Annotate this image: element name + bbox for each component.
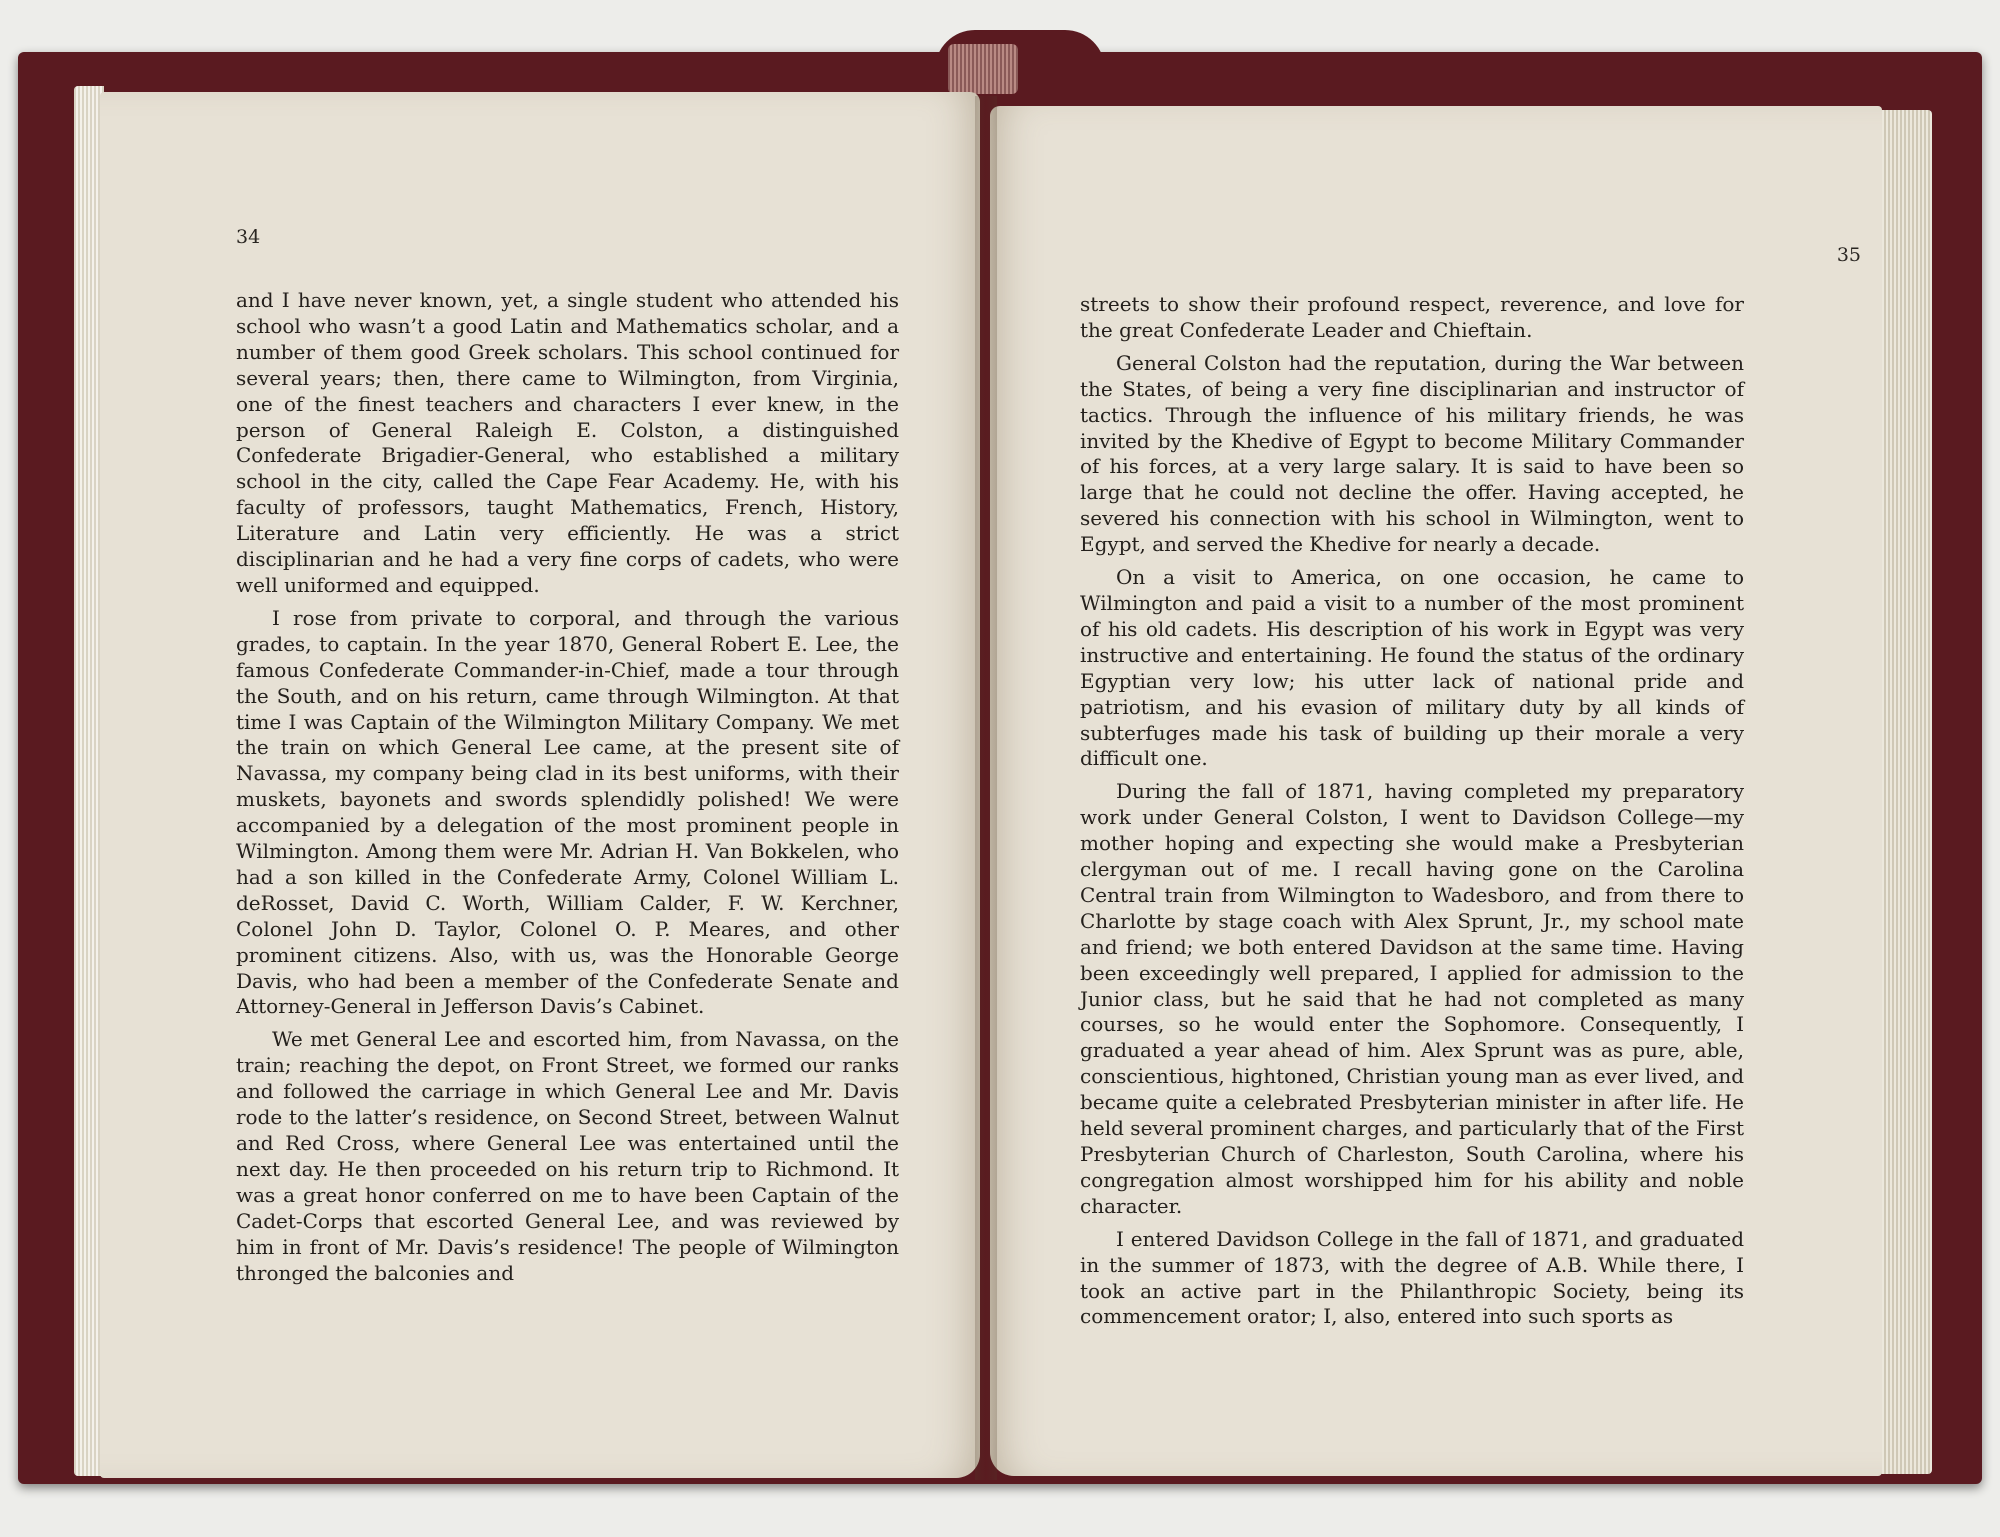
book-gutter — [975, 96, 997, 1480]
page-number-right: 35 — [1836, 244, 1861, 266]
paragraph: General Colston had the reputation, during the War between the States, of being a very fine disciplinarian and instructor of tactics. Through the influence of his military friends, he was invited by the Khedive of Egypt to become Military Commander of his forces, at a very large salary. It is said to have been so large that he could not decline the offer. Having accepted, he severed his connection with his school in Wilmington, went to Egypt, and served the Khedive for nearly a decade. — [1080, 350, 1744, 557]
right-page-edges — [1880, 110, 1932, 1474]
left-page — [100, 92, 980, 1478]
paragraph: We met General Lee and escorted him, from Navassa, on the train; reaching the depot, on Front Street, we formed our ranks and followed the carriage in which General Lee and Mr. Davis rode to the latter’s residence, on Second Street, between Walnut and Red Cross, where General Lee was entertained until the next day. He then proceeded on his return trip to Richmond. It was a great honor conferred on me to have been Captain of the Cadet-Corps that escorted General Lee, and was reviewed by him in front of Mr. Davis’s residence! The people of Wilmington thronged the balconies and — [236, 1027, 899, 1285]
headband — [948, 44, 1018, 94]
paragraph: On a visit to America, on one occasion, he came to Wilmington and paid a visit to a number of the most prominent of his old cadets. His description of his work in Egypt was very instructive and entertaining. He found the status of the ordinary Egyptian very low; his utter lack of national pride and patriotism, and his evasion of military duty by all kinds of subterfuges made his task of building up their morale a very difficult one. — [1080, 565, 1744, 771]
right-page-text — [1080, 292, 1744, 1337]
right-page — [990, 106, 1882, 1476]
paragraph: and I have never known, yet, a single student who attended his school who wasn’t a good Latin and Mathematics scholar, and a number of them good Greek scholars. This school continued for several years; then, there came to Wilmington, from Virginia, one of the finest teachers and characters I ever knew, in the person of General Raleigh E. Colston, a distinguished Confederate Brigadier-General, who established a military school in the city, called the Cape Fear Academy. He, with his faculty of professors, taught Mathematics, French, History, Literature and Latin very efficiently. He was a strict disciplinarian and he had a very fine corps of cadets, who were well uniformed and equipped. — [236, 288, 899, 597]
paragraph: I entered Davidson College in the fall of 1871, and graduated in the summer of 1873, with the degree of A.B. While there, I took an active part in the Philanthropic Society, being its commencement orator; I, also, entered into such sports as — [1080, 1226, 1744, 1329]
paragraph: During the fall of 1871, having completed my preparatory work under General Colston, I went to Davidson College—my mother hoping and expecting she would make a Presbyterian clergyman out of me. I recall having gone on the Carolina Central train from Wilmington to Wadesboro, and from there to Charlotte by stage coach with Alex Sprunt, Jr., my school mate and friend; we both entered Davidson at the same time. Having been exceedingly well prepared, I applied for admission to the Junior class, but he said that he had not completed as many courses, so he would enter the Sophomore. Consequently, I graduated a year ahead of him. Alex Sprunt was as pure, able, conscientious, hightoned, Christian young man as ever lived, and became quite a celebrated Presbyterian minister in after life. He held several prominent charges, and particularly that of the First Presbyterian Church of Charleston, South Carolina, where his congregation almost worshipped him for his ability and noble character. — [1080, 779, 1744, 1218]
left-page-text — [236, 288, 899, 1293]
paragraph: I rose from private to corporal, and through the various grades, to captain. In the year 1870, General Robert E. Lee, the famous Confederate Commander-in-Chief, made a tour through the South, and on his return, came through Wilmington. At that time I was Captain of the Wilmington Military Company. We met the train on which General Lee came, at the present site of Navassa, my company being clad in its best uniforms, with their muskets, bayonets and swords splendidly polished! We were accompanied by a delegation of the most prominent people in Wilmington. Among them were Mr. Adrian H. Van Bokkelen, who had a son killed in the Confederate Army, Colonel William L. deRosset, David C. Worth, William Calder, F. W. Kerchner, Colonel John D. Taylor, Colonel O. P. Meares, and other prominent citizens. Also, with us, was the Honorable George Davis, who had been a member of the Confederate Senate and Attorney-General in Jefferson Davis’s Cabinet. — [236, 605, 899, 1019]
paragraph: streets to show their profound respect, reverence, and love for the great Confederate Leader and Chieftain. — [1080, 292, 1744, 342]
page-number-left: 34 — [236, 226, 261, 248]
